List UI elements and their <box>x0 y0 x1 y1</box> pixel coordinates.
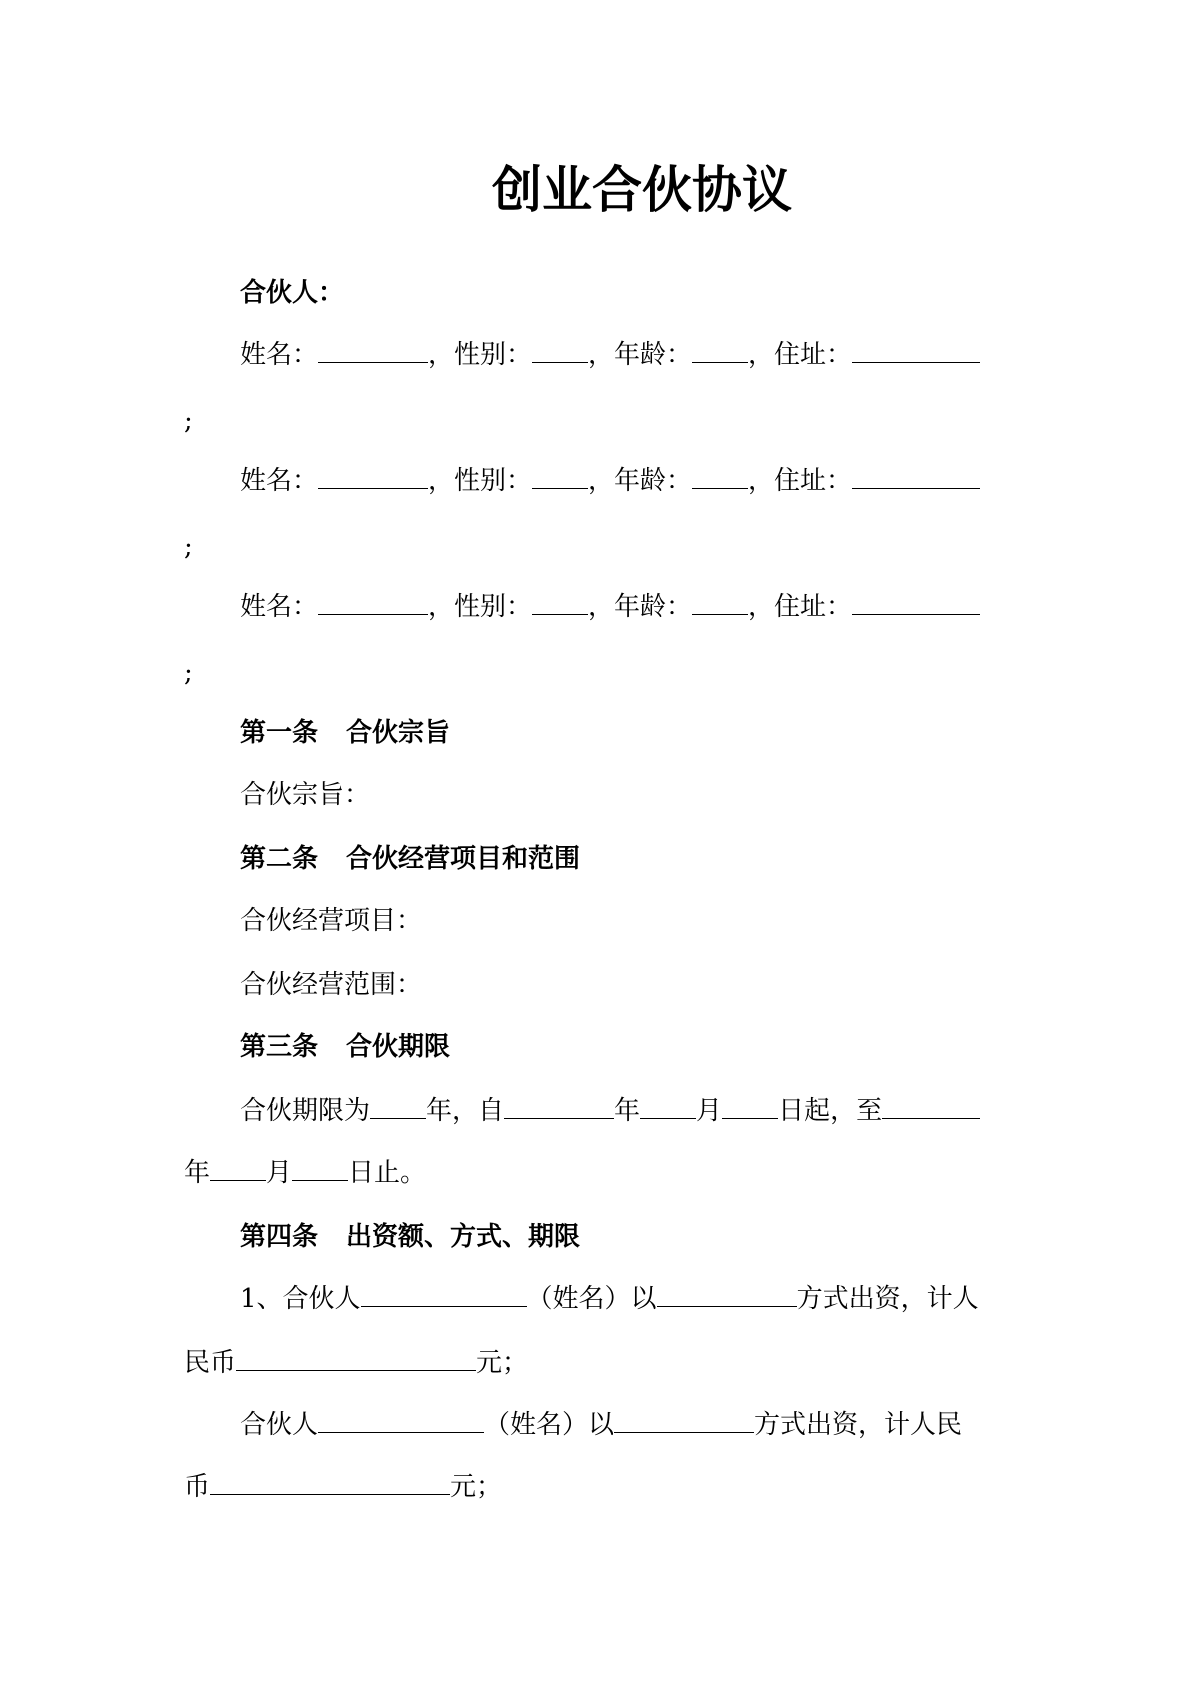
row-end-semicolon: ; <box>184 658 193 688</box>
article-title: 合伙宗旨 <box>346 718 451 748</box>
address-label: ，住址： <box>748 340 853 370</box>
contribution-text: （姓名）以 <box>484 1410 615 1440</box>
contribution-text: 民币 <box>184 1348 237 1378</box>
gender-blank[interactable] <box>532 590 588 615</box>
method-blank[interactable] <box>614 1408 754 1433</box>
address-label: ，住址： <box>748 592 853 622</box>
contribution-text: 元； <box>476 1348 529 1378</box>
partner-row <box>240 338 980 372</box>
end-year-blank[interactable] <box>882 1094 980 1119</box>
contribution-text: （姓名）以 <box>526 1284 657 1314</box>
address-blank[interactable] <box>852 338 980 363</box>
address-label: ，住址： <box>748 466 853 496</box>
row-end-semicolon: ; <box>184 406 193 436</box>
contribution-text: 币 <box>184 1472 211 1502</box>
article-title: 出资额、方式、期限 <box>346 1222 581 1252</box>
term-line-2 <box>184 1156 426 1190</box>
age-blank[interactable] <box>692 590 748 615</box>
contribution-text: 元； <box>450 1472 503 1502</box>
gender-blank[interactable] <box>532 338 588 363</box>
start-month-blank[interactable] <box>640 1094 696 1119</box>
gender-blank[interactable] <box>532 464 588 489</box>
article-number: 第二条 <box>240 844 319 874</box>
years-blank[interactable] <box>370 1094 426 1119</box>
term-text: 日止。 <box>348 1158 427 1188</box>
start-year-blank[interactable] <box>504 1094 614 1119</box>
name-label: 姓名： <box>240 340 319 370</box>
article-title: 合伙期限 <box>346 1032 451 1062</box>
term-text: 年 <box>184 1158 211 1188</box>
age-label: ，年龄： <box>588 466 693 496</box>
address-blank[interactable] <box>852 590 980 615</box>
contribution-line-1 <box>240 1282 979 1316</box>
purpose-line: 合伙宗旨： <box>240 780 371 810</box>
gender-label: ，性别： <box>428 340 533 370</box>
contribution-line-4 <box>184 1470 502 1504</box>
term-text: 年 <box>614 1096 641 1126</box>
start-day-blank[interactable] <box>722 1094 778 1119</box>
amount-blank[interactable] <box>236 1346 476 1371</box>
term-text: 合伙期限为 <box>240 1096 371 1126</box>
gender-label: ，性别： <box>428 466 533 496</box>
end-month-blank[interactable] <box>210 1156 266 1181</box>
age-label: ，年龄： <box>588 592 693 622</box>
article4-heading <box>240 1220 580 1254</box>
name-label: 姓名： <box>240 592 319 622</box>
partner-row <box>240 590 980 624</box>
article-number: 第四条 <box>240 1222 319 1252</box>
end-day-blank[interactable] <box>292 1156 348 1181</box>
name-blank[interactable] <box>318 464 428 489</box>
partner-name-blank[interactable] <box>318 1408 484 1433</box>
term-line-1 <box>240 1094 980 1128</box>
age-label: ，年龄： <box>588 340 693 370</box>
contribution-line-2 <box>184 1346 528 1380</box>
term-text: 年，自 <box>426 1096 505 1126</box>
article-title: 合伙经营项目和范围 <box>346 844 581 874</box>
age-blank[interactable] <box>692 338 748 363</box>
contribution-text: 1、合伙人 <box>240 1284 361 1314</box>
partner-name-blank[interactable] <box>361 1282 527 1307</box>
age-blank[interactable] <box>692 464 748 489</box>
article-number: 第一条 <box>240 718 319 748</box>
term-text: 日起，至 <box>778 1096 883 1126</box>
term-text: 月 <box>266 1158 293 1188</box>
document-title: 创业合伙协议 <box>492 160 792 219</box>
contribution-text: 合伙人 <box>240 1410 319 1440</box>
project-line: 合伙经营项目： <box>240 906 423 936</box>
row-end-semicolon: ; <box>184 532 193 562</box>
article1-heading <box>240 716 450 750</box>
contribution-text: 方式出资，计人 <box>796 1284 979 1314</box>
contribution-line-3 <box>240 1408 962 1442</box>
amount-blank[interactable] <box>210 1470 450 1495</box>
article2-heading <box>240 842 580 876</box>
gender-label: ，性别： <box>428 592 533 622</box>
name-blank[interactable] <box>318 338 428 363</box>
partner-row <box>240 464 980 498</box>
term-text: 月 <box>696 1096 723 1126</box>
name-blank[interactable] <box>318 590 428 615</box>
name-label: 姓名： <box>240 466 319 496</box>
address-blank[interactable] <box>852 464 980 489</box>
partners-heading: 合伙人： <box>240 278 345 308</box>
method-blank[interactable] <box>657 1282 797 1307</box>
contribution-text: 方式出资，计人民 <box>754 1410 963 1440</box>
article3-heading <box>240 1030 450 1064</box>
scope-line: 合伙经营范围： <box>240 970 423 1000</box>
article-number: 第三条 <box>240 1032 319 1062</box>
